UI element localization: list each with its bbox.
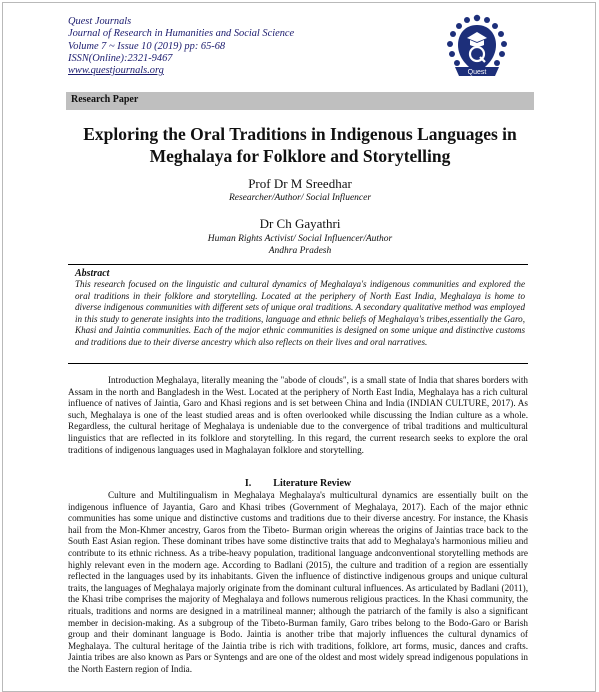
journal-name: Quest Journals [68,16,132,27]
paper-type-label: Research Paper [71,94,139,105]
author-1-name: Prof Dr M Sreedhar [248,176,352,191]
author-2-name: Dr Ch Gayathri [259,216,341,231]
title-line-2: Meghalaya for Folklore and Storytelling [149,145,451,166]
journal-full-name: Journal of Research in Humanities and Social Science [68,28,295,40]
abstract-text: This research focused on the linguistic and cultural dynamics of Meghalaya's indigenous communities and explored the oral traditions in their folklore and storytelling. Located at the periphery of North East India, Meghalaya is home to diverse indigenous communities with different sets of unique oral traditions. A secondary qualitative method was employed in this study to generate insights into the traditions, language and ethnic beliefs of Meghalaya's tribes,essentially the Garo, Khasi and Jaintia communities. Each of the major ethnic communities is designed on some unique and distinctive customs and traditions due to their diverse ancestry which also reflects on their lives and oral narratives. [75,279,525,347]
section-number: I. [244,478,252,489]
abstract-bottom-rule [68,363,528,364]
author-1-affiliation: Researcher/Author/ Social Influencer [228,193,372,203]
section-title: Literature Review [273,478,352,489]
volume-issue: Volume 7 ~ Issue 10 (2019) pp: 65-68 [68,40,226,52]
author-2-affiliation: Human Rights Activist/ Social Influencer/Author [207,234,393,244]
paper-title [66,124,534,167]
abstract-heading: Abstract [75,268,110,279]
journal-website-link[interactable]: www.questjournals.org [68,65,164,77]
journal-info [68,16,294,77]
quest-journals-logo-icon [443,12,511,82]
author-2-affiliation-block [66,233,534,257]
literature-review-paragraph: Culture and Multilingualism in Meghalaya Meghalaya's multicultural dynamics are essentially built on the indigenous influence of Jayantia, Garo and Khasi tribes (Government of Meghalaya, 2017). Each of the major ethnic communities has some unique and distinctive customs and traditions due to their diverse ancestry. For instance, the Khasis hail from the Mon-Khmer ancestry, Garos from the Tibeto- Burman origin whereas the origins of Jaintias trace back to the South East Asian region. These dominant tribes have some distinctive traits that add to Meghalaya's harmonious milieu and contribute to its ethnic richness. As a tribe-heavy population, traditional language andconventional storytelling methods are highly relevant even in the modern age. According to Badlani (2015), the culture and tradition of a region are essentially reflected in the languages used by its inhabitants. Given the influence of distinctive indigenous groups and unique cultural traits, the languages of Meghalaya majorly originate from the dominant cultural influences. As articulated by Badlani (2011), the Khasi tribe comprises the majority of Meghalaya and follows numerous religious practices. In the Khasi community, the rituals, traditions and norms are designed in a matrilineal manner; although the patriarch of the family is also a significant member in decision-making. As a subgroup of the Tibeto-Burman family, Garo tribes belong to the Bodo-Garo or Barish group and their dominant language is Bodo. Jaintia is another tribe that majorly influences the cultural dynamics of Meghalaya. The cultural heritage of the Jaintia tribe is rich with traditions, folklore, art forms, music, dances and crafts. Jaintia tribes are also known as Pars or Syntengs and are one of the oldest and most widely spread indigenous populations in the North Eastern region of India. [68,490,528,674]
issn: ISSN(Online):2321-9467 [68,52,173,64]
paper-type-bar [66,92,534,110]
abstract-top-rule [68,264,528,265]
title-line-1: Exploring the Oral Traditions in Indigenous Languages in [83,124,517,144]
introduction-paragraph: Introduction Meghalaya, literally meaning the "abode of clouds", is a small state of India that shares borders with Assam in the north and Bangladesh in the West. Located at the periphery of North East India, Meghalaya has a rich cultural influence of natives of Jaintia, Garo and Khasi regions and is set between China and India (INDIAN CULTURE, 2017). As such, Meghalaya is one of the least studied areas and is often overlooked while discussing the Indian culture as a whole. Regardless, the cultural heritage of Meghalaya is undeniable due to the convergence of tribal traditions and multicultural linguistics that are reflected in its folklore and storytelling. In this regard, the current research seeks to explore the oral traditions of indigenous languages used in Maghalayan folklore and storytelling. [68,375,528,455]
author-2-location: Andhra Pradesh [268,246,332,256]
section-heading [68,478,528,489]
logo-text: Quest [467,69,487,76]
